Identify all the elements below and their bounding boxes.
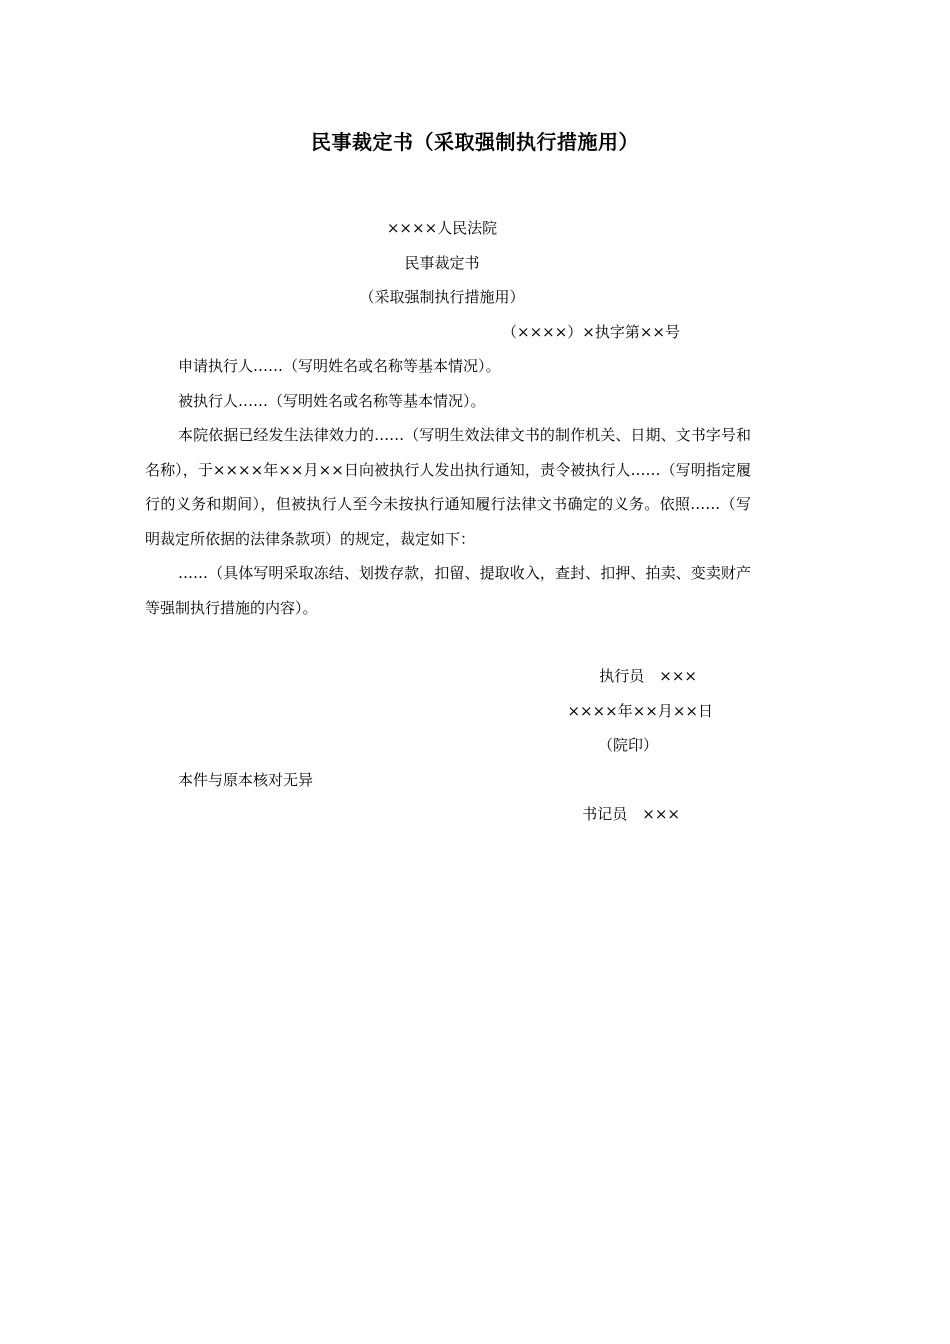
clerk-signature: 书记员 ×××: [582, 805, 680, 823]
case-number: （××××）×执字第××号: [502, 323, 680, 341]
document-title: 民事裁定书（采取强制执行措施用）: [311, 130, 639, 154]
paragraph-applicant: 申请执行人……（写明姓名或名称等基本情况）。: [178, 357, 501, 375]
paragraph-respondent: 被执行人……（写明姓名或名称等基本情况）。: [178, 392, 486, 410]
court-seal: （院印）: [597, 736, 658, 754]
paragraph-facts: 本院依据已经发生法律效力的……（写明生效法律文书的制作机关、日期、文书字号和名称），于××××年××月××日向被执行人发出执行通知，责令被执行人……（写明指定履行的义务和期间），但被执行人至今未按执行通知履行法律文书确定的义务。依照……（写明裁定所依据的法律条款项）的规定，裁定如下：: [145, 426, 751, 548]
verification-note: 本件与原本核对无异: [178, 771, 314, 789]
document-type: 民事裁定书: [404, 254, 480, 272]
court-name: ××××人民法院: [386, 219, 498, 237]
document-subtype: （采取强制执行措施用）: [359, 288, 525, 306]
paragraph-ruling: ……（具体写明采取冻结、划拨存款，扣留、提取收入，查封、扣押、拍卖、变卖财产等强制执行措施的内容）。: [145, 564, 751, 617]
officer-signature: 执行员 ×××: [599, 667, 697, 685]
signature-date: ××××年××月××日: [567, 702, 713, 720]
